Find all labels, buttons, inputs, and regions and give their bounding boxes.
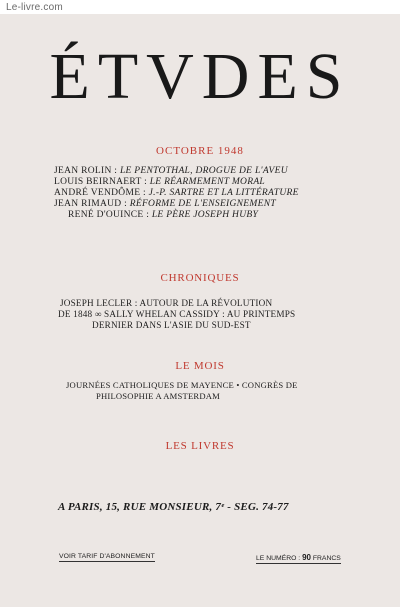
contents-author: ANDRÉ VENDÔME : [54, 188, 146, 198]
masthead-title: ÉTVDES [49, 40, 351, 113]
le-mois-line: PHILOSOPHIE A AMSTERDAM [96, 391, 220, 401]
chroniques-line: DERNIER DANS L'ASIE DU SUD-EST [92, 320, 251, 330]
price-value: 90 [302, 553, 311, 562]
table-of-contents [54, 166, 354, 221]
watermark-text: Le-livre.com [6, 2, 63, 13]
contents-author: LOUIS BEIRNAERT : [54, 177, 148, 187]
contents-item [54, 177, 354, 188]
contents-title: RÉFORME DE L'ENSEIGNEMENT [129, 199, 276, 209]
magazine-cover [0, 14, 400, 607]
section-title-les-livres: LES LIVRES [165, 440, 235, 452]
le-mois-line: JOURNÉES CATHOLIQUES DE MAYENCE • CONGRÈS DE [66, 380, 298, 390]
contents-author: RENÉ D'OUINCE : [68, 210, 150, 220]
section-title-le-mois: LE MOIS [175, 360, 225, 372]
contents-title: LE RÉARMEMENT MORAL [149, 177, 266, 187]
contents-author: JEAN RIMAUD : [54, 199, 128, 209]
publisher-address: A PARIS, 15, RUE MONSIEUR, 7ᵉ - SEG. 74-77 [58, 501, 289, 513]
le-mois-text [66, 380, 356, 402]
issue-date: OCTOBRE 1948 [156, 145, 244, 157]
price-label [256, 553, 341, 564]
chroniques-line: DE 1848 ∞ SALLY WHELAN CASSIDY : AU PRINTEMPS [58, 309, 296, 319]
price-prefix: LE NUMÉRO : [256, 555, 301, 562]
price-unit: FRANCS [312, 555, 341, 562]
chroniques-line: JOSEPH LECLER : AUTOUR DE LA RÉVOLUTION [60, 298, 273, 308]
contents-author: JEAN ROLIN : [54, 166, 118, 176]
chroniques-text [58, 298, 348, 331]
contents-title: J.-P. SARTRE ET LA LITTÉRATURE [148, 188, 299, 198]
contents-title: LE PÈRE JOSEPH HUBY [151, 210, 259, 220]
section-title-chroniques: CHRONIQUES [160, 272, 240, 284]
subscription-note: VOIR TARIF D'ABONNEMENT [59, 553, 155, 560]
contents-item [54, 166, 354, 177]
contents-item [54, 188, 354, 199]
contents-item [54, 199, 354, 210]
contents-title: LE PENTOTHAL, DROGUE DE L'AVEU [119, 166, 288, 176]
contents-item [54, 210, 354, 221]
